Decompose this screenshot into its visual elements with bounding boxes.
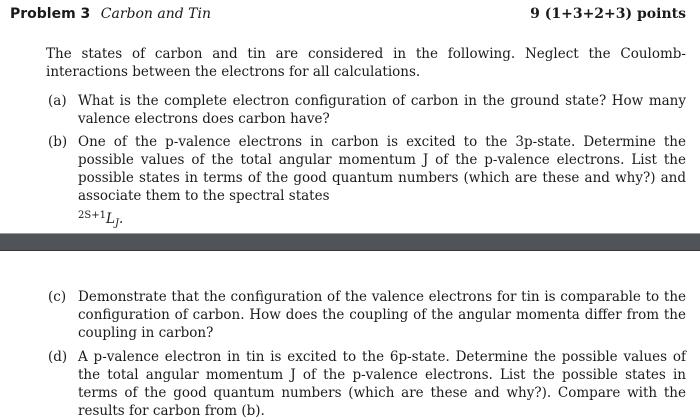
problem-header	[10, 4, 686, 24]
subquestion-a	[48, 92, 686, 128]
problem-title: Carbon and Tin	[100, 6, 211, 22]
subquestion-b	[48, 133, 686, 233]
problem-heading	[10, 4, 211, 24]
subquestion-d	[48, 348, 686, 420]
subquestion-text: A p-valence electron in tin is excited to the 6p-state. Determine the possible values of the total angular momentum J of the p-valence electrons. List the possible states in terms of the good quantum numbers (which are these and why?). Compare with the results for carbon from (b).	[78, 349, 686, 419]
problem-label: Problem 3	[10, 6, 91, 22]
subquestion-label: (c)	[48, 289, 67, 305]
subquestion-label: (a)	[48, 93, 67, 109]
spectral-superscript: 2S+1	[78, 210, 106, 221]
problem-intro: The states of carbon and tin are considered in the following. Neglect the Coulomb-interactions between the electrons for all calculations.	[46, 46, 686, 80]
subquestion-label: (d)	[48, 349, 68, 365]
points-label: 9 (1+3+2+3) points	[530, 6, 686, 22]
spectral-term	[78, 207, 123, 233]
subquestion-text: What is the complete electron configuration of carbon in the ground state? How many valence electrons does carbon have?	[78, 93, 686, 127]
subquestion-text: One of the p-valence electrons in carbon is excited to the 3p-state. Determine the possible values of the total angular momentum J of the p-valence electrons. List the possible states in terms of the good quantum numbers (which are these and why?) and associate them to the spectral states	[78, 134, 686, 204]
subquestion-c	[48, 288, 686, 342]
subquestion-body	[78, 133, 686, 233]
spectral-subscript: J	[114, 218, 119, 229]
page-separator-bar	[0, 233, 700, 251]
spectral-period: .	[118, 211, 124, 227]
spectral-letter: L	[105, 211, 115, 227]
subquestion-text: Demonstrate that the configuration of the valence electrons for tin is comparable to the configuration of carbon. How does the coupling of the angular momenta differ from the coupling in carbon?	[78, 289, 686, 341]
subquestion-label: (b)	[48, 134, 68, 150]
